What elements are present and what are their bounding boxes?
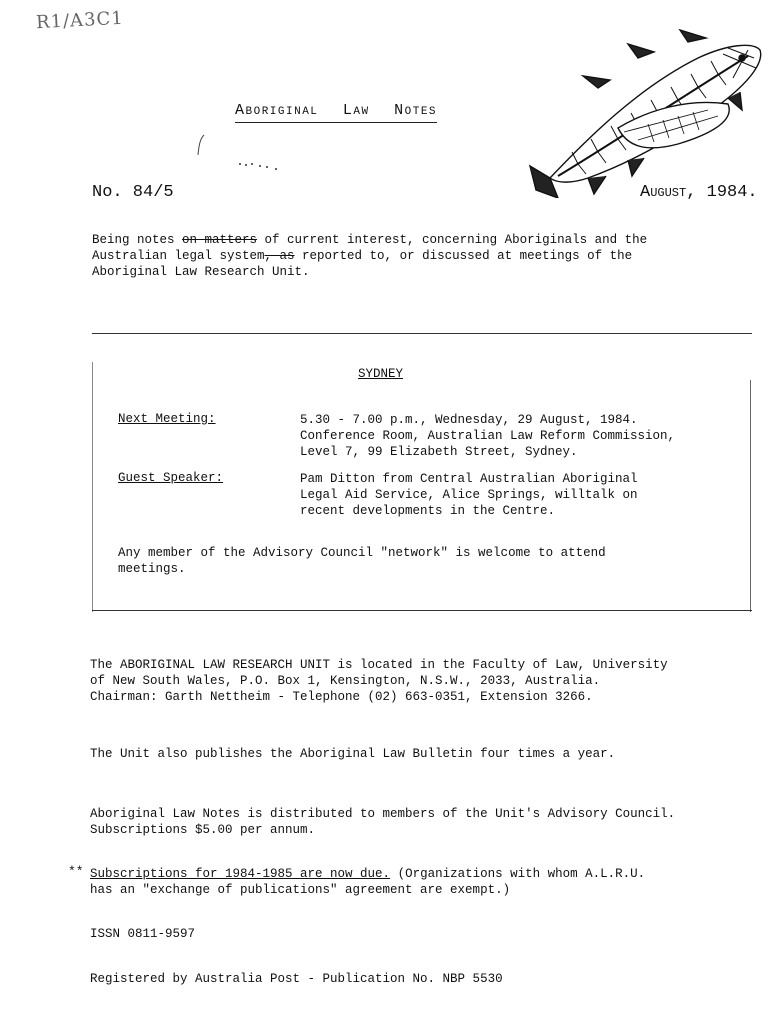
subscriptions-note: (Organizations with whom A.L.R.U. (390, 867, 646, 881)
issue-number: No. 84/5 (92, 183, 174, 202)
intro-text: reported to, or discussed at meetings of the (294, 249, 633, 263)
guest-speaker-label: Guest Speaker: (118, 471, 224, 485)
box-left-border (92, 362, 93, 612)
stray-dots (236, 160, 286, 174)
intro-text: Australian legal system (92, 249, 265, 263)
subscriptions-paragraph (90, 866, 750, 898)
subscriptions-due: Subscriptions for 1984-1985 are now due. (90, 867, 391, 881)
struck-text: on matters (182, 233, 258, 247)
fish-drawing-icon (528, 28, 766, 198)
box-bottom-rule (92, 610, 752, 611)
intro-text: Being notes (92, 233, 183, 247)
issue-date: August, 1984. (640, 183, 758, 202)
subscriptions-note-line2: has an "exchange of publications" agreement are exempt.) (90, 883, 511, 897)
asterisk-marker: ** (68, 864, 84, 879)
distribution-paragraph: Aboriginal Law Notes is distributed to members of the Unit's Advisory Council. Subscriptions $5.00 per annum. (90, 807, 676, 837)
margin-mark (196, 133, 208, 157)
next-meeting-label: Next Meeting: (118, 412, 216, 426)
next-meeting-details: 5.30 - 7.00 p.m., Wednesday, 29 August, 1984. Conference Room, Australian Law Reform Commission, Level 7, 99 Elizabeth Street, Sydney. (300, 413, 676, 459)
network-note: Any member of the Advisory Council "network" is welcome to attend meetings. (118, 546, 606, 576)
handwritten-note: R1/A3C1 (35, 7, 125, 34)
box-right-border (750, 380, 751, 612)
registration-note: Registered by Australia Post - Publication No. NBP 5530 (90, 972, 503, 986)
box-top-rule (92, 333, 752, 334)
intro-paragraph (92, 232, 732, 280)
newsletter-title: Aboriginal Law Notes (235, 102, 437, 123)
guest-speaker-details: Pam Ditton from Central Australian Aboriginal Legal Aid Service, Alice Springs, willtalk on recent developments in the Centre. (300, 472, 638, 518)
section-heading-sydney: SYDNEY (358, 367, 404, 381)
bulletin-paragraph: The Unit also publishes the Aboriginal Law Bulletin four times a year. (90, 747, 616, 761)
intro-text: of current interest, concerning Aboriginals and the (257, 233, 648, 247)
issn: ISSN 0811-9597 (90, 927, 196, 941)
unit-location-paragraph: The ABORIGINAL LAW RESEARCH UNIT is located in the Faculty of Law, University of New South Wales, P.O. Box 1, Kensington, N.S.W., 2033, Australia. Chairman: Garth Nettheim - Telephone (02) 663-0351, Extension 3266. (90, 658, 668, 704)
struck-text: , as (264, 249, 295, 263)
intro-text: Aboriginal Law Research Unit. (92, 265, 310, 279)
